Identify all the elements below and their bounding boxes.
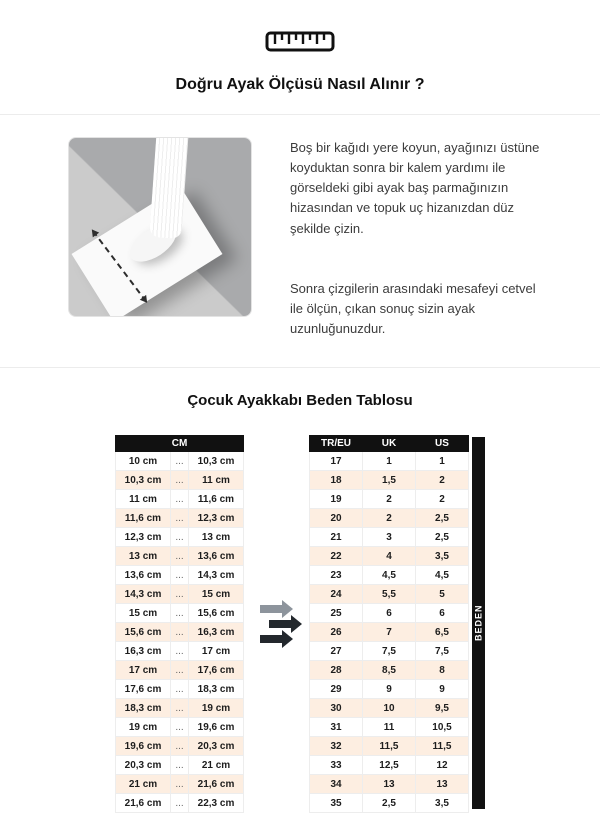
- cm-to-cell: 11,6 cm: [189, 490, 244, 509]
- size-table-row: [310, 737, 469, 756]
- cm-separator-cell: ...: [171, 604, 189, 623]
- cm-from-cell: 13 cm: [116, 547, 171, 566]
- cm-from-cell: 21 cm: [116, 775, 171, 794]
- size-table-row: [310, 718, 469, 737]
- cm-table-row: [116, 528, 244, 547]
- cm-to-cell: 17,6 cm: [189, 661, 244, 680]
- size-table-row: [310, 528, 469, 547]
- cm-separator-cell: ...: [171, 623, 189, 642]
- cm-to-cell: 13 cm: [189, 528, 244, 547]
- size-tr-eu-cell: 24: [310, 585, 363, 604]
- cm-table-row: [116, 661, 244, 680]
- size-tr-eu-cell: 28: [310, 661, 363, 680]
- size-uk-cell: 1,5: [363, 471, 416, 490]
- size-tr-eu-cell: 17: [310, 452, 363, 471]
- tables-row: [0, 435, 600, 813]
- size-table-row: [310, 642, 469, 661]
- howto-paragraph-2: Sonra çizgilerin arasındaki mesafeyi cetvel ile ölçün, çıkan sonuç sizin ayak uzunluğunuzdur.: [290, 280, 536, 336]
- howto-paragraph-1: Boş bir kağıdı yere koyun, ayağınızı üstüne koyduktan sonra bir kalem yardımı ile görseldeki gibi ayak baş parmağınızın hizasından ve topuk uç hizanızdan düz şekilde çizin.: [290, 140, 540, 236]
- size-us-cell: 2,5: [416, 509, 469, 528]
- cm-from-cell: 14,3 cm: [116, 585, 171, 604]
- cm-separator-cell: ...: [171, 718, 189, 737]
- cm-to-cell: 19,6 cm: [189, 718, 244, 737]
- cm-from-cell: 10 cm: [116, 452, 171, 471]
- cm-from-cell: 21,6 cm: [116, 794, 171, 813]
- arrow-right-icon: [260, 605, 282, 613]
- size-us-cell: 6: [416, 604, 469, 623]
- cm-separator-cell: ...: [171, 680, 189, 699]
- conversion-arrows: [260, 605, 291, 643]
- size-tr-eu-cell: 20: [310, 509, 363, 528]
- cm-separator-cell: ...: [171, 756, 189, 775]
- cm-to-cell: 12,3 cm: [189, 509, 244, 528]
- size-tr-eu-cell: 33: [310, 756, 363, 775]
- cm-table-row: [116, 566, 244, 585]
- size-table-row: [310, 699, 469, 718]
- cm-to-cell: 18,3 cm: [189, 680, 244, 699]
- cm-separator-cell: ...: [171, 585, 189, 604]
- size-uk-cell: 3: [363, 528, 416, 547]
- cm-from-cell: 18,3 cm: [116, 699, 171, 718]
- size-tr-eu-cell: 29: [310, 680, 363, 699]
- cm-to-cell: 10,3 cm: [189, 452, 244, 471]
- size-table-row: [310, 604, 469, 623]
- size-uk-cell: 5,5: [363, 585, 416, 604]
- arrow-right-icon: [269, 620, 291, 628]
- cm-table-row: [116, 623, 244, 642]
- size-us-cell: 10,5: [416, 718, 469, 737]
- size-uk-cell: 11,5: [363, 737, 416, 756]
- size-tr-eu-cell: 21: [310, 528, 363, 547]
- cm-separator-cell: ...: [171, 699, 189, 718]
- howto-texts: [290, 137, 540, 339]
- cm-to-cell: 21,6 cm: [189, 775, 244, 794]
- size-us-cell: 12: [416, 756, 469, 775]
- arrow-right-icon: [260, 635, 282, 643]
- foot-measurement-photo: [68, 137, 252, 317]
- size-chart-title: Çocuk Ayakkabı Beden Tablosu: [187, 392, 413, 410]
- size-us-cell: 4,5: [416, 566, 469, 585]
- cm-table-row: [116, 585, 244, 604]
- size-uk-cell: 2: [363, 509, 416, 528]
- size-us-cell: 2: [416, 490, 469, 509]
- cm-separator-cell: ...: [171, 794, 189, 813]
- size-uk-cell: 7: [363, 623, 416, 642]
- cm-from-cell: 11,6 cm: [116, 509, 171, 528]
- size-table-header-us: US: [416, 436, 469, 452]
- size-table-row: [310, 547, 469, 566]
- size-uk-cell: 1: [363, 452, 416, 471]
- size-table-row: [310, 490, 469, 509]
- cm-table: [115, 435, 244, 813]
- page-title: Doğru Ayak Ölçüsü Nasıl Alınır ?: [175, 76, 425, 93]
- cm-separator-cell: ...: [171, 661, 189, 680]
- cm-from-cell: 11 cm: [116, 490, 171, 509]
- cm-to-cell: 16,3 cm: [189, 623, 244, 642]
- cm-separator-cell: ...: [171, 642, 189, 661]
- cm-to-cell: 13,6 cm: [189, 547, 244, 566]
- size-table-row: [310, 680, 469, 699]
- cm-separator-cell: ...: [171, 528, 189, 547]
- cm-from-cell: 15 cm: [116, 604, 171, 623]
- ruler-icon-wrap: [0, 0, 600, 56]
- cm-separator-cell: ...: [171, 547, 189, 566]
- size-us-cell: 3,5: [416, 794, 469, 813]
- size-uk-cell: 10: [363, 699, 416, 718]
- size-tr-eu-cell: 23: [310, 566, 363, 585]
- size-table-row: [310, 794, 469, 813]
- size-tr-eu-cell: 35: [310, 794, 363, 813]
- size-table-header-row: [310, 436, 469, 452]
- cm-table-header: CM: [116, 436, 244, 452]
- size-tr-eu-cell: 32: [310, 737, 363, 756]
- size-us-cell: 7,5: [416, 642, 469, 661]
- ruler-icon: [264, 26, 336, 56]
- size-us-cell: 8: [416, 661, 469, 680]
- cm-to-cell: 21 cm: [189, 756, 244, 775]
- size-table-header-tr-eu: TR/EU: [310, 436, 363, 452]
- size-us-cell: 9,5: [416, 699, 469, 718]
- cm-to-cell: 22,3 cm: [189, 794, 244, 813]
- size-uk-cell: 12,5: [363, 756, 416, 775]
- cm-separator-cell: ...: [171, 490, 189, 509]
- size-tr-eu-cell: 31: [310, 718, 363, 737]
- cm-separator-cell: ...: [171, 775, 189, 794]
- cm-table-row: [116, 718, 244, 737]
- cm-table-header-row: [116, 436, 244, 452]
- cm-to-cell: 19 cm: [189, 699, 244, 718]
- cm-from-cell: 17,6 cm: [116, 680, 171, 699]
- size-uk-cell: 9: [363, 680, 416, 699]
- size-table-row: [310, 775, 469, 794]
- cm-from-cell: 10,3 cm: [116, 471, 171, 490]
- cm-from-cell: 20,3 cm: [116, 756, 171, 775]
- size-tr-eu-cell: 25: [310, 604, 363, 623]
- cm-from-cell: 17 cm: [116, 661, 171, 680]
- size-table-row: [310, 509, 469, 528]
- size-uk-cell: 7,5: [363, 642, 416, 661]
- size-uk-cell: 13: [363, 775, 416, 794]
- size-uk-cell: 11: [363, 718, 416, 737]
- howto-section: [0, 115, 600, 367]
- cm-from-cell: 12,3 cm: [116, 528, 171, 547]
- size-table-row: [310, 566, 469, 585]
- cm-table-row: [116, 471, 244, 490]
- size-uk-cell: 2: [363, 490, 416, 509]
- cm-table-row: [116, 490, 244, 509]
- cm-separator-cell: ...: [171, 471, 189, 490]
- size-tr-eu-cell: 30: [310, 699, 363, 718]
- size-table-row: [310, 661, 469, 680]
- cm-from-cell: 15,6 cm: [116, 623, 171, 642]
- size-tr-eu-cell: 22: [310, 547, 363, 566]
- cm-separator-cell: ...: [171, 509, 189, 528]
- size-uk-cell: 6: [363, 604, 416, 623]
- cm-from-cell: 19,6 cm: [116, 737, 171, 756]
- size-us-cell: 1: [416, 452, 469, 471]
- size-uk-cell: 2,5: [363, 794, 416, 813]
- cm-separator-cell: ...: [171, 737, 189, 756]
- size-table-row: [310, 452, 469, 471]
- cm-from-cell: 19 cm: [116, 718, 171, 737]
- cm-to-cell: 15 cm: [189, 585, 244, 604]
- size-us-cell: 3,5: [416, 547, 469, 566]
- cm-table-row: [116, 604, 244, 623]
- cm-separator-cell: ...: [171, 566, 189, 585]
- cm-to-cell: 20,3 cm: [189, 737, 244, 756]
- size-table-row: [310, 585, 469, 604]
- size-us-cell: 9: [416, 680, 469, 699]
- cm-table-row: [116, 794, 244, 813]
- size-us-cell: 5: [416, 585, 469, 604]
- size-table-row: [310, 756, 469, 775]
- size-us-cell: 2,5: [416, 528, 469, 547]
- size-tr-eu-cell: 34: [310, 775, 363, 794]
- size-us-cell: 11,5: [416, 737, 469, 756]
- cm-to-cell: 17 cm: [189, 642, 244, 661]
- cm-table-row: [116, 775, 244, 794]
- cm-to-cell: 14,3 cm: [189, 566, 244, 585]
- size-table: [309, 435, 469, 813]
- cm-table-row: [116, 452, 244, 471]
- size-tr-eu-cell: 18: [310, 471, 363, 490]
- cm-table-body: [116, 452, 244, 813]
- size-tr-eu-cell: 19: [310, 490, 363, 509]
- cm-table-row: [116, 509, 244, 528]
- size-tr-eu-cell: 26: [310, 623, 363, 642]
- size-uk-cell: 8,5: [363, 661, 416, 680]
- beden-sidebar-label: BEDEN: [472, 437, 485, 809]
- cm-table-row: [116, 547, 244, 566]
- size-table-header-uk: UK: [363, 436, 416, 452]
- cm-table-row: [116, 699, 244, 718]
- size-uk-cell: 4,5: [363, 566, 416, 585]
- cm-separator-cell: ...: [171, 452, 189, 471]
- cm-from-cell: 16,3 cm: [116, 642, 171, 661]
- size-table-row: [310, 623, 469, 642]
- size-table-row: [310, 471, 469, 490]
- size-us-cell: 6,5: [416, 623, 469, 642]
- size-table-body: [310, 452, 469, 813]
- cm-to-cell: 11 cm: [189, 471, 244, 490]
- size-us-cell: 13: [416, 775, 469, 794]
- size-chart-section: [0, 368, 600, 837]
- cm-table-row: [116, 756, 244, 775]
- cm-table-row: [116, 680, 244, 699]
- size-tr-eu-cell: 27: [310, 642, 363, 661]
- cm-to-cell: 15,6 cm: [189, 604, 244, 623]
- cm-from-cell: 13,6 cm: [116, 566, 171, 585]
- cm-table-row: [116, 642, 244, 661]
- cm-table-row: [116, 737, 244, 756]
- size-uk-cell: 4: [363, 547, 416, 566]
- size-us-cell: 2: [416, 471, 469, 490]
